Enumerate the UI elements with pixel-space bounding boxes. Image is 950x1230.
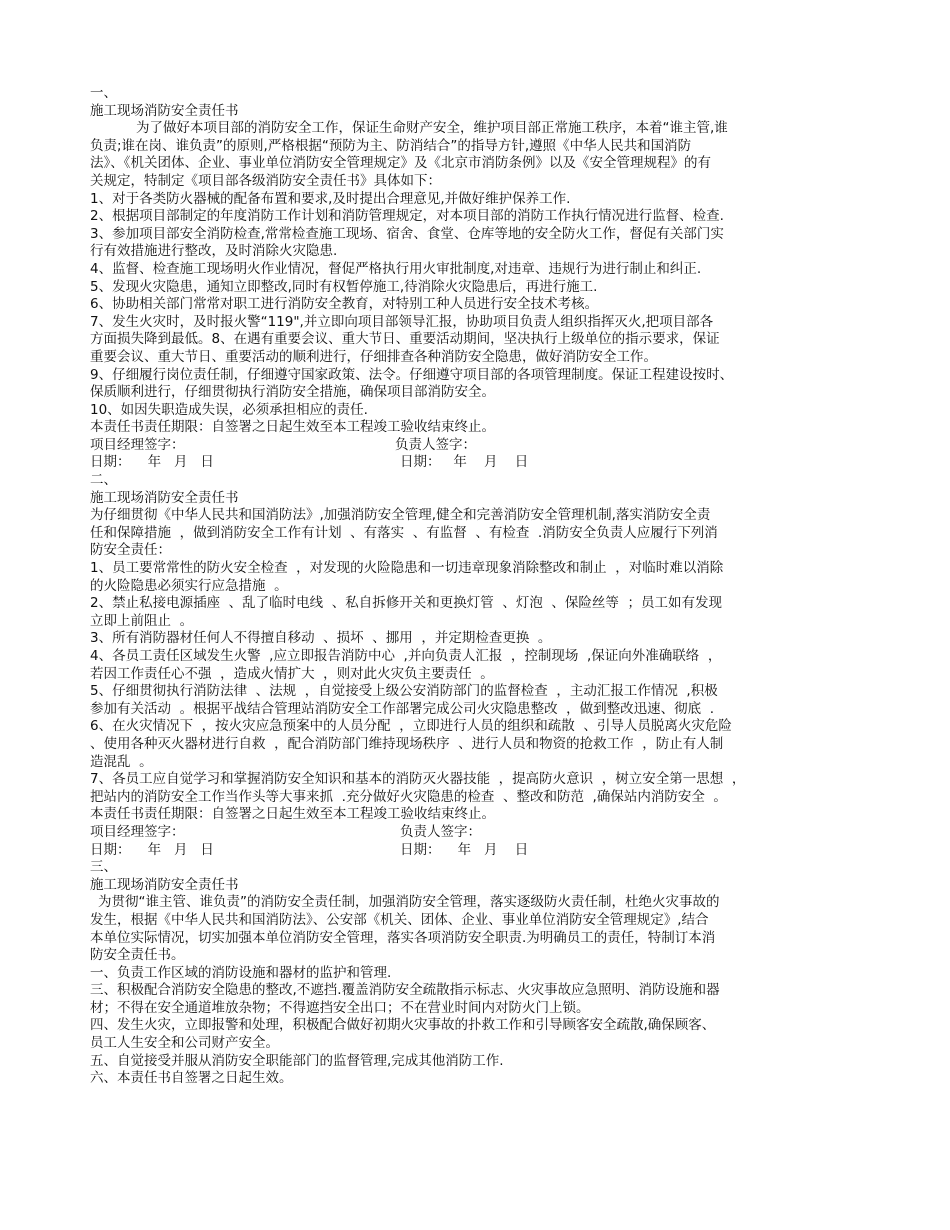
manager-signature-label: 项目经理签字： xyxy=(90,436,185,453)
responsible-date-label: 日期： 年 月 日 xyxy=(400,454,529,471)
paragraph-line: 三、积极配合消防安全隐患的整改,不遮挡.覆盖消防安全疏散指示标志、火灾事故应急照明、消防设施和器 xyxy=(90,982,720,999)
section-2-title: 施工现场消防安全责任书 xyxy=(90,489,239,506)
paragraph-line: 5、发现火灾隐患，通知立即整改,同时有权暂停施工,待消除火灾隐患后，再进行施工. xyxy=(90,278,598,295)
section-1-number: 一、 xyxy=(90,85,117,101)
paragraph-line: 为仔细贯彻《中华人民共和国消防法》,加强消防安全管理,健全和完善消防安全管理机制,落实消防安全责 xyxy=(90,507,711,524)
signature-row xyxy=(90,824,880,842)
paragraph-line: 5、仔细贯彻执行消防法律 、法规 ，自觉接受上级公安消防部门的监督检查 ，主动汇报工作情况 ,积极 xyxy=(90,683,718,700)
paragraph-line: 1、员工要常常性的防火安全检查 ，对发现的火险隐患和一切违章现象消除整改和制止 ，对临时难以消除 xyxy=(90,560,724,577)
paragraph-line: 、使用各种灭火器材进行自救 ，配合消防部门维持现场秩序 、进行人员和物资的抢救工作 ，防止有人制 xyxy=(90,735,724,752)
paragraph-line: 2、禁止私接电源插座 、乱了临时电线 、私自拆修开关和更换灯管 、灯泡 、保险丝等 ；员工如有发现 xyxy=(90,595,723,612)
paragraph-line: 材；不得在安全通道堆放杂物；不得遮挡安全出口；不在营业时间内对防火门上锁。 xyxy=(90,999,590,1016)
paragraph-line: 法》、《机关团体、企业、事业单位消防安全管理规定》及《北京市消防条例》以及《安全管理规程》的有 xyxy=(90,155,711,172)
paragraph-line: 为贯彻“谁主管、谁负责”的消防安全责任制，加强消防安全管理，落实逐级防火责任制，杜绝火灾事故的 xyxy=(98,894,720,911)
paragraph-line: 6、在火灾情况下 ，按火灾应急预案中的人员分配 ，立即进行人员的组织和疏散 、引导人员脱离火灾危险 xyxy=(90,718,732,735)
paragraph-line: 4、各员工责任区域发生火警 ,应立即报告消防中心 ,并向负责人汇报 ，控制现场 ,保证向外准确联络 ， xyxy=(90,648,722,664)
paragraph-line: 的火险隐患必须实行应急措施 。 xyxy=(90,577,288,594)
paragraph-line: 立即上前阻止 。 xyxy=(90,612,194,629)
paragraph-line: 发生，根据《中华人民共和国消防法》、公安部《机关、团体、企业、事业单位消防安全管理规定》,结合 xyxy=(90,911,709,928)
paragraph-line: 10、如因失职造成失误，必须承担相应的责任. xyxy=(90,401,368,418)
paragraph-line: 3、参加项目部安全消防检查,常常检查施工现场、宿舍、食堂、仓库等地的安全防火工作，督促有关部门实 xyxy=(90,225,724,242)
paragraph-line: 防安全责任书。 xyxy=(90,947,185,964)
responsible-signature-label: 负责人签字： xyxy=(395,436,476,453)
paragraph-line: 行有效措施进行整改，及时消除火灾隐患. xyxy=(90,243,338,260)
manager-signature-label: 项目经理签字： xyxy=(90,823,185,840)
paragraph-line: 员工人生安全和公司财产安全。 xyxy=(90,1035,279,1052)
paragraph-line: 9、仔细履行岗位责任制，仔细遵守国家政策、法令。仔细遵守项目部的各项管理制度。保证工程建设按时、 xyxy=(90,366,734,383)
paragraph-line: 任和保障措施 ，做到消防安全工作有计划 、有落实 、有监督 、有检查 .消防安全负责人应履行下列消 xyxy=(90,524,718,541)
section-3-title: 施工现场消防安全责任书 xyxy=(90,876,239,893)
manager-date-label: 日期： 年 月 日 xyxy=(90,841,214,858)
paragraph-line: 负责;谁在岗、谁负责”的原则,严格根据“预防为主、防消结合”的指导方针,遵照《中华人民共和国消防 xyxy=(90,137,692,154)
paragraph-line: 参加有关活动 。根据平战结合管理站消防安全工作部署完成公司火灾隐患整改 ，做到整改迅速、彻底 . xyxy=(90,700,715,717)
paragraph-line: 3、所有消防器材任何人不得擅自移动 、损坏 、挪用 ，并定期检查更换 。 xyxy=(90,630,552,647)
paragraph-line: 一、负责工作区域的消防设施和器材的监护和管理. xyxy=(90,964,392,981)
paragraph-line: 五、自觉接受并服从消防安全职能部门的监督管理,完成其他消防工作. xyxy=(90,1052,504,1069)
responsible-signature-label: 负责人签字： xyxy=(400,823,481,840)
section-3-number: 三、 xyxy=(90,859,117,876)
signature-row xyxy=(90,437,880,455)
paragraph-line: 重要会议、重大节日、重要活动的顺利进行，仔细排查各种消防安全隐患，做好消防安全工作。 xyxy=(90,348,657,365)
paragraph-line: 2、根据项目部制定的年度消防工作计划和消防管理规定，对本项目部的消防工作执行情况进行监督、检查. xyxy=(90,208,724,225)
section-2-number: 二、 xyxy=(90,472,117,489)
paragraph-line: 本责任书责任期限：自签署之日起生效至本工程竣工验收结束终止。 xyxy=(90,806,495,823)
date-row xyxy=(90,842,880,860)
paragraph-line: 四、发生火灾，立即报警和处理，积极配合做好初期火灾事故的扑救工作和引导顾客安全疏散,确保顾客、 xyxy=(90,1017,716,1034)
responsible-date-label: 日期： 年 月 日 xyxy=(400,841,529,858)
date-row xyxy=(90,454,880,472)
paragraph-line: 本责任书责任期限：自签署之日起生效至本工程竣工验收结束终止。 xyxy=(90,419,495,436)
paragraph-line: 6、协助相关部门常常对职工进行消防安全教育，对特别工种人员进行安全技术考核。 xyxy=(90,296,599,313)
paragraph-line: 本单位实际情况，切实加强本单位消防安全管理，落实各项消防安全职责.为明确员工的责任，特制订本消 xyxy=(90,929,716,946)
paragraph-line: 4、监督、检查施工现场明火作业情况，督促严格执行用火审批制度,对违章、违规行为进行制止和纠正. xyxy=(90,260,702,277)
section-1-title: 施工现场消防安全责任书 xyxy=(90,102,239,119)
paragraph-line: 7、发生火灾时，及时报火警“119",并立即向项目部领导汇报，协助项目负责人组织指挥灭火,把项目部各 xyxy=(90,313,714,330)
paragraph-line: 六、本责任书自签署之日起生效。 xyxy=(90,1070,293,1087)
paragraph-line: 7、各员工应自觉学习和掌握消防安全知识和基本的消防灭火器技能 ，提高防火意识 ，树立安全第一思想 ， xyxy=(90,771,746,788)
paragraph-line: 造混乱 。 xyxy=(90,753,153,770)
paragraph-line: 保质顺利进行，仔细贯彻执行消防安全措施，确保项目部消防安全。 xyxy=(90,384,495,401)
paragraph-line: 方面损失降到最低。8、在遇有重要会议、重大节日、重要活动期间，坚决执行上级单位的指示要求，保证 xyxy=(90,331,720,348)
paragraph-line: 为了做好本项目部的消防安全工作，保证生命财产安全，维护项目部正常施工秩序，本着“谁主管,谁 xyxy=(136,120,728,137)
manager-date-label: 日期： 年 月 日 xyxy=(90,454,214,471)
paragraph-line: 1、对于各类防火器械的配备布置和要求,及时提出合理意见,并做好维护保养工作. xyxy=(90,190,571,207)
paragraph-line: 把站内的消防安全工作当作头等大事来抓 .充分做好火灾隐患的检查 、整改和防范 ,确保站内消防安全 。 xyxy=(90,788,727,805)
paragraph-line: 防安全责任： xyxy=(90,542,171,559)
document-page xyxy=(90,85,880,1088)
paragraph-line: 若因工作责任心不强 ，造成火情扩大 ，则对此火灾负主要责任 。 xyxy=(90,665,494,682)
paragraph-line: 关规定，特制定《项目部各级消防安全责任书》具体如下： xyxy=(90,172,441,189)
